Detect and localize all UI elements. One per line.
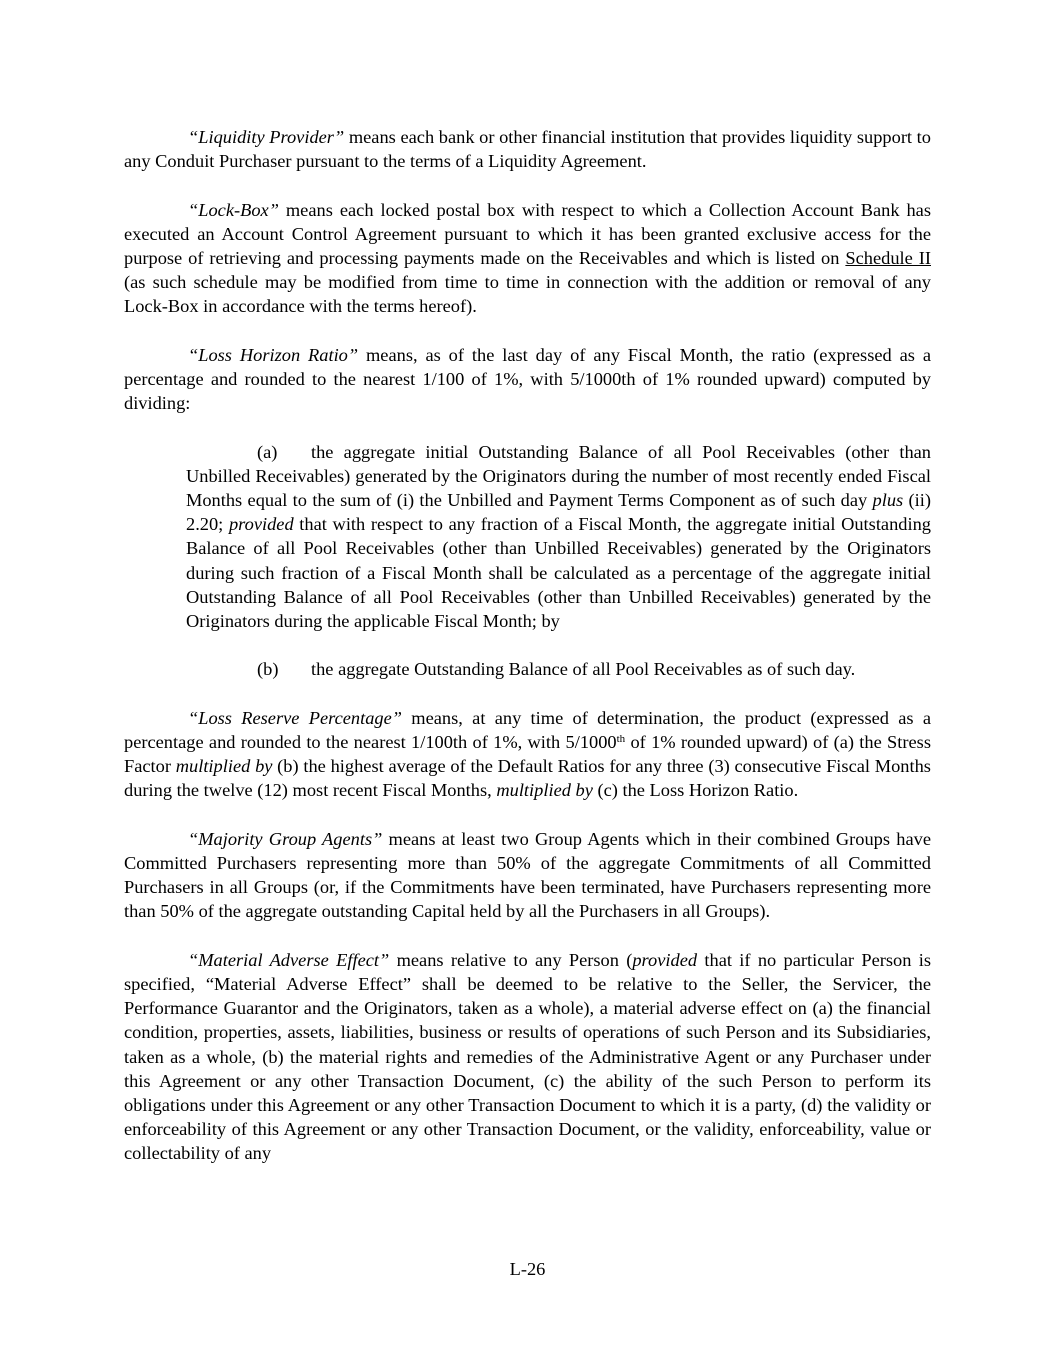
defined-term: “Liquidity Provider” — [188, 127, 345, 147]
clause-a: (a) the aggregate initial Outstanding Balance of all Pool Receivables (other than Unbilled Receivables) generated by the Originators during the number of most recently ended Fiscal Months equal to the sum of (i) the Unbilled and Payment Terms Component as of such day plus (ii) 2.20; provided that with respect to any fraction of a Fiscal Month, the aggregate initial Outstanding Balance of all Pool Receivables (other than Unbilled Receivables) generated by the Originators during such fraction of a Fiscal Month shall be calculated as a percentage of the aggregate initial Outstanding Balance of all Pool Receivables (other than Unbilled Receivables) generated by the Originators during the applicable Fiscal Month; by — [186, 441, 931, 632]
defined-term: “Material Adverse Effect” — [188, 949, 390, 970]
defined-term: “Majority Group Agents” — [188, 828, 383, 849]
clause-label: (a) — [257, 441, 278, 462]
defined-term: “Lock-Box” — [188, 199, 279, 220]
definition-lock-box: “Lock-Box” means each locked postal box with respect to which a Collection Account Bank has executed an Account Control Agreement pursuant to which it has been granted exclusive access for the purpose of retrieving and processing payments made on the Receivables and which is listed on Schedule II (as such schedule may be modified from time to time in connection with the addition or removal of any Lock-Box in accordance with the terms hereof). — [124, 199, 931, 317]
clause-label: (b) — [257, 659, 279, 680]
page-number: L-26 — [509, 1259, 546, 1279]
defined-term: “Loss Horizon Ratio” — [188, 344, 359, 365]
definition-majority-group-agents: “Majority Group Agents” means at least two Group Agents which in their combined Groups have Committed Purchasers representing more than 50% of the aggregate Commitments of all Committed Purchasers in all Groups (or, if the Commitments have been terminated, have Purchasers representing more than 50% of the aggregate outstanding Capital held by all the Purchasers in all Groups). — [124, 828, 931, 922]
defined-term: “Loss Reserve Percentage” — [188, 707, 403, 728]
page-body — [124, 125, 931, 1190]
definition-material-adverse-effect: “Material Adverse Effect” means relative to any Person (provided that if no particular Person is specified, “Material Adverse Effect” shall be deemed to be relative to the Seller, the Servicer, the Performance Guarantor and the Originators, taken as a whole), a material adverse effect on (a) the financial condition, properties, assets, liabilities, business or results of operations of such Person and its Subsidiaries, taken as a whole, (b) the material rights and remedies of the Administrative Agent or any Purchaser under this Agreement or any other Transaction Document, (c) the ability of the such Person to perform its obligations under this Agreement or any other Transaction Document to which it is a party, (d) the validity or enforceability of this Agreement or any other Transaction Document, or the validity, enforceability, value or collectability of any — [124, 949, 931, 1164]
definition-loss-horizon-ratio: “Loss Horizon Ratio” means, as of the last day of any Fiscal Month, the ratio (expressed as a percentage and rounded to the nearest 1/100 of 1%, with 5/1000th of 1% rounded upward) computed by dividing: — [124, 344, 931, 414]
schedule-reference: Schedule II — [845, 248, 931, 268]
definition-liquidity-provider: “Liquidity Provider” means each bank or other financial institution that provides liquidity support to any Conduit Purchaser pursuant to the terms of a Liquidity Agreement. — [124, 127, 931, 172]
clause-b: (b) the aggregate Outstanding Balance of all Pool Receivables as of such day. — [186, 657, 931, 681]
definition-loss-reserve-percentage: “Loss Reserve Percentage” means, at any time of determination, the product (expressed as a percentage and rounded to the nearest 1/100th of 1%, with 5/1000th of 1% rounded upward) of (a) the Stress Factor multiplied by (b) the highest average of the Default Ratios for any three (3) consecutive Fiscal Months during the twelve (12) most recent Fiscal Months, multiplied by (c) the Loss Horizon Ratio. — [124, 707, 932, 801]
